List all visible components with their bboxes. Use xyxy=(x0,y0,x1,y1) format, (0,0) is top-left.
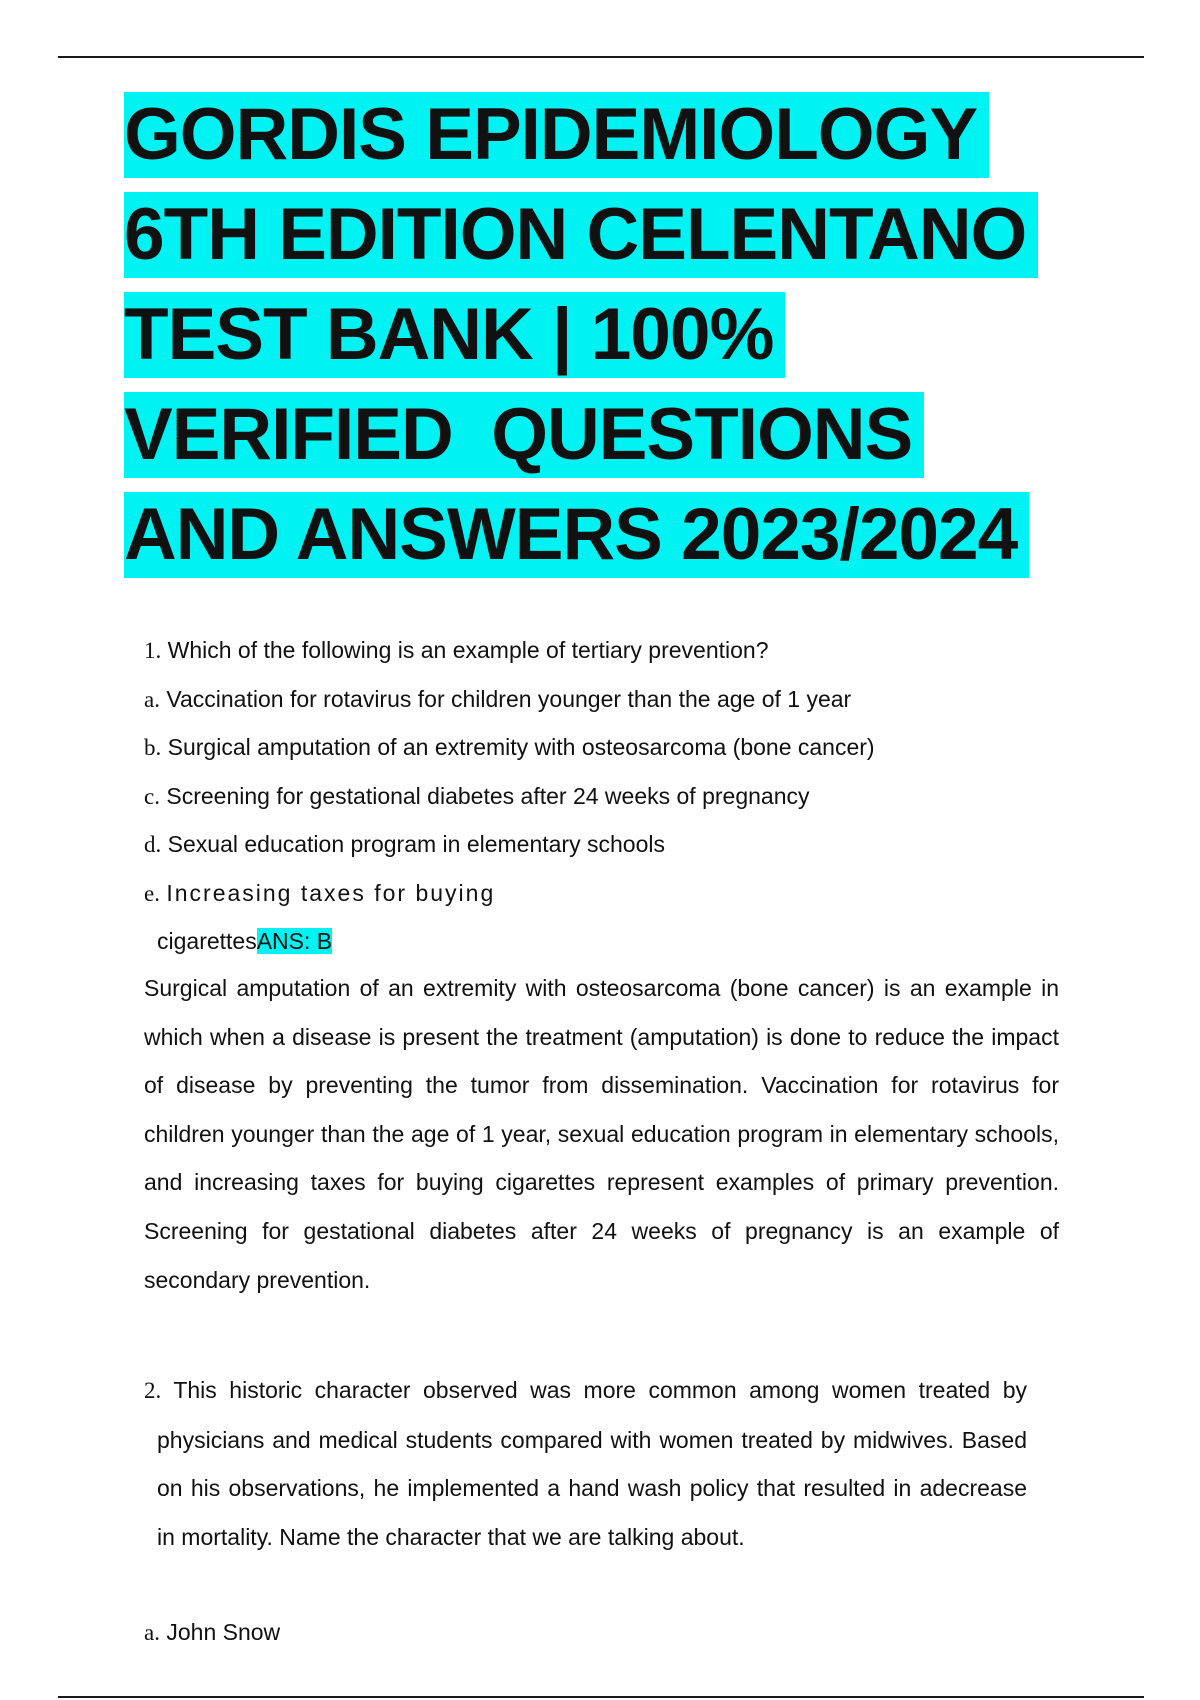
option-label: a. xyxy=(144,687,160,712)
q2-option-a xyxy=(144,1618,280,1647)
option-label: e. xyxy=(144,881,160,906)
option-text: Screening for gestational diabetes after 24 weeks of pregnancy xyxy=(166,783,810,809)
document-title xyxy=(124,92,1084,592)
option-a xyxy=(144,685,851,714)
option-label: d. xyxy=(144,832,162,857)
answer-key: ANS: B xyxy=(256,928,333,954)
title-line-1: GORDIS EPIDEMIOLOGY xyxy=(124,92,989,178)
question-2 xyxy=(144,1366,1027,1561)
rationale-paragraph: Surgical amputation of an extremity with osteosarcoma (bone cancer) is an example in which when a disease is present the treatment (amputation) is done to reduce the impact of disease by preventing the tumor from dissemination. Vaccination for rotavirus for children younger than the age of 1 year, sexual education program in elementary schools, and increasing taxes for buying cigarettes represent examples of primary prevention. Screening for gestational diabetes after 24 weeks of pregnancy is an example of secondary prevention. xyxy=(144,975,1059,1293)
option-b xyxy=(144,733,875,762)
title-line-5: AND ANSWERS 2023/2024 xyxy=(124,492,1029,578)
option-text: Sexual education program in elementary schools xyxy=(167,831,665,857)
option-e xyxy=(144,879,495,908)
option-c xyxy=(144,782,809,811)
bottom-rule xyxy=(58,1696,1144,1698)
question-1-text: Which of the following is an example of tertiary prevention? xyxy=(167,637,769,663)
option-e-continuation xyxy=(157,927,332,955)
option-label: b. xyxy=(144,735,162,760)
option-text: Increasing taxes for buying xyxy=(166,880,496,906)
option-label: a. xyxy=(144,1620,160,1645)
question-2-text: This historic character observed was more common among women treated by physicians and medical students compared with women treated by midwives. Based on his observations, he implemented a hand wash policy that resulted in adecrease in mortality. Name the character that we are talking about. xyxy=(157,1377,1027,1550)
option-d xyxy=(144,830,665,859)
title-line-3: TEST BANK | 100% xyxy=(124,292,785,378)
title-line-2: 6TH EDITION CELENTANO xyxy=(124,192,1038,278)
question-1 xyxy=(144,636,769,665)
option-text: John Snow xyxy=(166,1619,281,1645)
option-text-continued: cigarettes xyxy=(157,928,257,954)
option-label: c. xyxy=(144,784,160,809)
option-text: Vaccination for rotavirus for children younger than the age of 1 year xyxy=(166,686,852,712)
title-line-4: VERIFIED QUESTIONS xyxy=(124,392,924,478)
question-2-number: 2. xyxy=(144,1378,162,1403)
option-text: Surgical amputation of an extremity with osteosarcoma (bone cancer) xyxy=(167,734,875,760)
top-rule xyxy=(58,56,1144,58)
question-1-number: 1. xyxy=(144,638,162,663)
